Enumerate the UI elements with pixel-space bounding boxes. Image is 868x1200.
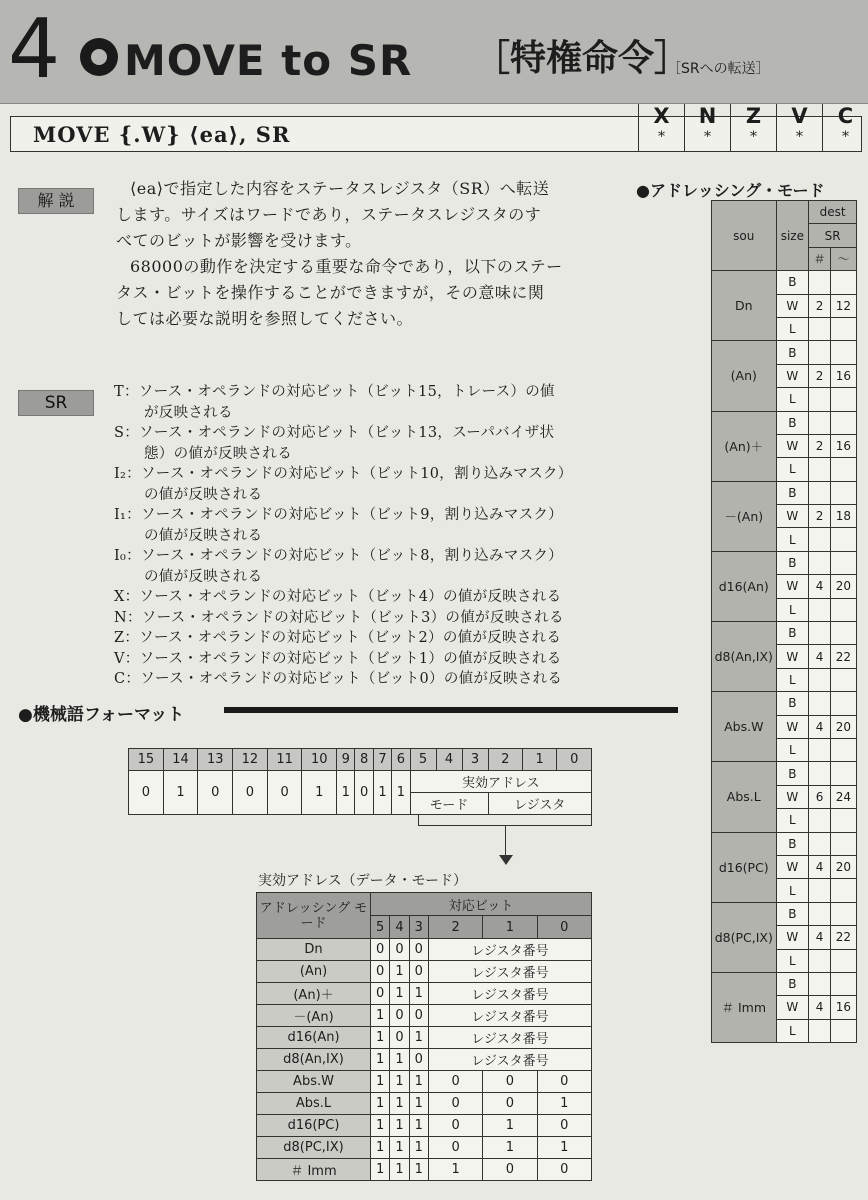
cycles-cell: 24 xyxy=(830,785,856,808)
size-cell: W xyxy=(776,996,809,1019)
bit-number: 15 xyxy=(129,749,164,771)
flag-c xyxy=(822,104,868,152)
empty-cell xyxy=(809,832,831,855)
sr-line: 態）の値が反映される xyxy=(144,445,292,462)
bit-number: 2 xyxy=(488,749,522,771)
size-cell: W xyxy=(776,294,809,317)
size-cell: B xyxy=(776,622,809,645)
ea-reg-bit: 0 xyxy=(537,1071,591,1093)
cycles-cell: 16 xyxy=(830,364,856,387)
ea-mode: ＃ Imm xyxy=(257,1159,371,1181)
size-cell: B xyxy=(776,341,809,364)
ea-mode: Abs.W xyxy=(257,1071,371,1093)
instruction-syntax: MOVE {.W} ⟨ea⟩, SR xyxy=(33,122,291,147)
ea-bracket xyxy=(418,814,592,826)
sr-header: SR xyxy=(809,224,857,247)
bit-number: 11 xyxy=(267,749,302,771)
empty-cell xyxy=(830,458,856,481)
ea-bit: 0 xyxy=(371,983,390,1005)
ea-mode: －(An) xyxy=(257,1005,371,1027)
bytes-cell: 4 xyxy=(809,926,831,949)
addressing-mode: ＃ Imm xyxy=(712,972,777,1042)
ea-row xyxy=(257,939,592,961)
cycles-cell: 20 xyxy=(830,855,856,878)
addressing-row xyxy=(712,271,857,294)
ea-head-mode: アドレッシング モード xyxy=(257,893,371,939)
addressing-title: ●アドレッシング・モード xyxy=(636,181,825,200)
ea-register: レジスタ番号 xyxy=(428,1027,591,1049)
ea-bit: 1 xyxy=(409,1159,428,1181)
flag-z xyxy=(730,104,776,152)
size-cell: W xyxy=(776,434,809,457)
explanation-label: 解 説 xyxy=(18,188,94,214)
flag-name: X xyxy=(653,104,670,128)
size-cell: B xyxy=(776,832,809,855)
machine-format-table xyxy=(128,748,592,815)
bit-number: 13 xyxy=(198,749,233,771)
empty-cell xyxy=(830,879,856,902)
ea-row xyxy=(257,1071,592,1093)
bytes-cell: 4 xyxy=(809,575,831,598)
ea-mode: d8(An,IX) xyxy=(257,1049,371,1071)
cycles-cell: 16 xyxy=(830,434,856,457)
empty-cell xyxy=(830,902,856,925)
size-cell: L xyxy=(776,388,809,411)
empty-cell xyxy=(830,809,856,832)
empty-cell xyxy=(809,317,831,340)
cycles-header: ～ xyxy=(830,247,856,270)
ea-bit: 0 xyxy=(409,961,428,983)
addressing-row xyxy=(712,481,857,504)
size-cell: L xyxy=(776,1019,809,1042)
ea-reg-bit: 0 xyxy=(483,1071,537,1093)
empty-cell xyxy=(809,902,831,925)
size-cell: B xyxy=(776,692,809,715)
empty-cell xyxy=(809,598,831,621)
empty-cell xyxy=(830,832,856,855)
empty-cell xyxy=(830,528,856,551)
addressing-mode: d16(PC) xyxy=(712,832,777,902)
bit-number: 0 xyxy=(557,749,592,771)
ea-head-bits: 対応ビット xyxy=(371,893,592,916)
size-cell: W xyxy=(776,645,809,668)
sr-line: の値が反映される xyxy=(144,527,263,544)
bytes-cell: 4 xyxy=(809,855,831,878)
ea-bit-col: 2 xyxy=(428,916,482,939)
cycles-cell: 20 xyxy=(830,715,856,738)
ea-bit: 1 xyxy=(371,1115,390,1137)
addressing-mode: (An)＋ xyxy=(712,411,777,481)
sr-line: N：ソース・オペランドの対応ビット（ビット3）の値が反映される xyxy=(114,609,564,626)
sr-line: X：ソース・オペランドの対応ビット（ビット4）の値が反映される xyxy=(114,589,562,605)
empty-cell xyxy=(809,481,831,504)
sr-bit-descriptions xyxy=(114,382,634,690)
ea-bit: 1 xyxy=(409,1071,428,1093)
addressing-mode: －(An) xyxy=(712,481,777,551)
ea-mode: d16(An) xyxy=(257,1027,371,1049)
size-cell: L xyxy=(776,809,809,832)
size-cell: B xyxy=(776,551,809,574)
addressing-row xyxy=(712,972,857,995)
empty-cell xyxy=(830,551,856,574)
bit-number: 5 xyxy=(410,749,436,771)
explanation-line: しては必要な説明を参照してください。 xyxy=(116,309,414,328)
empty-cell xyxy=(809,762,831,785)
empty-cell xyxy=(830,341,856,364)
bit-value: 1 xyxy=(392,771,410,815)
bytes-cell: 2 xyxy=(809,294,831,317)
ea-reg-bit: 1 xyxy=(537,1137,591,1159)
ea-row xyxy=(257,1049,592,1071)
size-cell: B xyxy=(776,902,809,925)
page-subtitle: ［SRへの転送］ xyxy=(667,61,770,77)
size-cell: L xyxy=(776,528,809,551)
ea-bit: 1 xyxy=(390,983,409,1005)
addressing-mode: (An) xyxy=(712,341,777,411)
size-cell: B xyxy=(776,481,809,504)
bit-value: 0 xyxy=(355,771,373,815)
bytes-cell: 6 xyxy=(809,785,831,808)
empty-cell xyxy=(809,271,831,294)
size-cell: L xyxy=(776,879,809,902)
bytes-cell: 4 xyxy=(809,645,831,668)
ea-bit: 0 xyxy=(371,961,390,983)
ea-bit: 1 xyxy=(409,983,428,1005)
size-cell: B xyxy=(776,271,809,294)
empty-cell xyxy=(809,879,831,902)
addressing-mode: Dn xyxy=(712,271,777,341)
sr-line: Z：ソース・オペランドの対応ビット（ビット2）の値が反映される xyxy=(114,630,562,646)
explanation-line: します。サイズはワードであり，ステータスレジスタのす xyxy=(116,205,542,224)
arrow-down-icon xyxy=(499,855,513,865)
empty-cell xyxy=(830,692,856,715)
addressing-row xyxy=(712,902,857,925)
section-rule xyxy=(224,707,678,713)
size-cell: L xyxy=(776,738,809,761)
empty-cell xyxy=(809,972,831,995)
empty-cell xyxy=(830,481,856,504)
size-cell: L xyxy=(776,317,809,340)
empty-cell xyxy=(809,692,831,715)
empty-cell xyxy=(830,411,856,434)
sr-line: V：ソース・オペランドの対応ビット（ビット1）の値が反映される xyxy=(114,650,562,667)
size-cell: L xyxy=(776,668,809,691)
bit-value: 0 xyxy=(198,771,233,815)
ea-reg-bit: 1 xyxy=(428,1159,482,1181)
size-cell: W xyxy=(776,785,809,808)
addressing-row xyxy=(712,622,857,645)
empty-cell xyxy=(809,551,831,574)
size-cell: L xyxy=(776,598,809,621)
flag-name: V xyxy=(791,104,808,128)
ea-reg-bit: 1 xyxy=(483,1137,537,1159)
empty-cell xyxy=(809,1019,831,1042)
ea-bit: 1 xyxy=(409,1093,428,1115)
flag-name: Z xyxy=(745,104,762,128)
addressing-mode: Abs.W xyxy=(712,692,777,762)
ea-row xyxy=(257,1137,592,1159)
cycles-cell: 12 xyxy=(830,294,856,317)
empty-cell xyxy=(830,622,856,645)
ea-bit: 0 xyxy=(409,1005,428,1027)
title-bar xyxy=(0,0,868,104)
ea-reg-bit: 0 xyxy=(483,1159,537,1181)
addressing-row xyxy=(712,411,857,434)
empty-cell xyxy=(830,762,856,785)
empty-cell xyxy=(830,388,856,411)
addressing-mode: d16(An) xyxy=(712,551,777,621)
bytes-cell: 4 xyxy=(809,715,831,738)
ea-bit: 0 xyxy=(390,1027,409,1049)
size-cell: W xyxy=(776,715,809,738)
ea-bit-col: 5 xyxy=(371,916,390,939)
size-cell: W xyxy=(776,505,809,528)
ea-row xyxy=(257,1027,592,1049)
cycles-cell: 18 xyxy=(830,505,856,528)
cycles-cell: 22 xyxy=(830,645,856,668)
ea-bit: 1 xyxy=(390,1137,409,1159)
ea-bit: 1 xyxy=(390,961,409,983)
empty-cell xyxy=(830,317,856,340)
bit-value: 1 xyxy=(302,771,337,815)
ea-row xyxy=(257,1005,592,1027)
privileged-label: ［特権命令］ xyxy=(474,38,691,79)
ea-bit: 0 xyxy=(409,1049,428,1071)
ea-bit: 1 xyxy=(371,1005,390,1027)
ea-mode: Abs.L xyxy=(257,1093,371,1115)
explanation-line: 68000の動作を決定する重要な命令であり，以下のステー xyxy=(130,257,563,276)
ea-bit: 1 xyxy=(390,1049,409,1071)
empty-cell xyxy=(830,1019,856,1042)
empty-cell xyxy=(830,972,856,995)
ea-register: レジスタ番号 xyxy=(428,1049,591,1071)
bit-number: 4 xyxy=(436,749,462,771)
bytes-cell: 2 xyxy=(809,505,831,528)
ea-register: レジスタ番号 xyxy=(428,983,591,1005)
sou-header: sou xyxy=(712,201,777,271)
bit-value: 0 xyxy=(267,771,302,815)
empty-cell xyxy=(809,668,831,691)
bit-number: 12 xyxy=(233,749,268,771)
ea-field: 実効アドレス xyxy=(410,771,592,793)
sr-line: I₀：ソース・オペランドの対応ビット（ビット8，割り込みマスク） xyxy=(114,548,563,564)
ea-bit: 1 xyxy=(409,1137,428,1159)
ea-reg-bit: 0 xyxy=(428,1115,482,1137)
arrow-line xyxy=(505,826,506,856)
flag-value: * xyxy=(704,129,711,145)
ea-register: レジスタ番号 xyxy=(428,961,591,983)
bit-number: 14 xyxy=(163,749,198,771)
empty-cell xyxy=(809,341,831,364)
ea-bit: 1 xyxy=(409,1115,428,1137)
ea-bit-col: 4 xyxy=(390,916,409,939)
size-cell: W xyxy=(776,855,809,878)
bullet-icon xyxy=(80,38,118,76)
empty-cell xyxy=(809,528,831,551)
flag-name: N xyxy=(698,104,717,128)
ea-reg-bit: 0 xyxy=(428,1137,482,1159)
ea-mode: Dn xyxy=(257,939,371,961)
empty-cell xyxy=(809,388,831,411)
addressing-mode: d8(PC,IX) xyxy=(712,902,777,972)
ea-reg-bit: 0 xyxy=(428,1093,482,1115)
bit-value: 0 xyxy=(233,771,268,815)
addressing-row xyxy=(712,692,857,715)
ea-reg-bit: 0 xyxy=(428,1071,482,1093)
sr-line: I₂：ソース・オペランドの対応ビット（ビット10，割り込みマスク） xyxy=(114,466,573,482)
chapter-number: 4 xyxy=(8,2,61,97)
ea-register: レジスタ番号 xyxy=(428,939,591,961)
bit-number: 7 xyxy=(373,749,391,771)
bit-value: 1 xyxy=(337,771,355,815)
size-cell: B xyxy=(776,972,809,995)
empty-cell xyxy=(830,949,856,972)
ea-bit: 1 xyxy=(371,1049,390,1071)
size-cell: L xyxy=(776,949,809,972)
ea-bit-col: 1 xyxy=(483,916,537,939)
empty-cell xyxy=(809,949,831,972)
sr-line: が反映される xyxy=(144,404,233,421)
size-cell: W xyxy=(776,926,809,949)
explanation-text xyxy=(116,176,616,332)
ea-bit: 1 xyxy=(390,1071,409,1093)
ea-bit: 1 xyxy=(371,1071,390,1093)
ea-bit: 0 xyxy=(390,939,409,961)
ea-bit: 1 xyxy=(390,1115,409,1137)
ea-reg-bit: 0 xyxy=(483,1093,537,1115)
bit-number: 6 xyxy=(392,749,410,771)
explanation-line: べてのビットが影響を受けます。 xyxy=(116,231,362,250)
flag-x xyxy=(638,104,684,152)
addressing-row xyxy=(712,551,857,574)
ea-row xyxy=(257,961,592,983)
ea-bit: 0 xyxy=(390,1005,409,1027)
cycles-cell: 22 xyxy=(830,926,856,949)
empty-cell xyxy=(830,738,856,761)
flag-v xyxy=(776,104,822,152)
machine-format-title: ●機械語フォーマット xyxy=(18,705,185,725)
bit-value: 1 xyxy=(373,771,391,815)
ea-mode: d8(PC,IX) xyxy=(257,1137,371,1159)
empty-cell xyxy=(830,598,856,621)
ea-bit: 1 xyxy=(390,1159,409,1181)
register-field: レジスタ xyxy=(488,793,591,815)
ea-bit: 1 xyxy=(390,1093,409,1115)
empty-cell xyxy=(809,411,831,434)
sr-line: S：ソース・オペランドの対応ビット（ビット13，スーパバイザ状 xyxy=(114,425,555,441)
empty-cell xyxy=(809,809,831,832)
sr-label: SR xyxy=(18,390,94,416)
addressing-row xyxy=(712,832,857,855)
ea-reg-bit: 1 xyxy=(537,1093,591,1115)
size-cell: L xyxy=(776,458,809,481)
size-header: size xyxy=(776,201,809,271)
explanation-line: ⟨ea⟩で指定した内容をステータスレジスタ（SR）へ転送 xyxy=(130,179,550,198)
ea-bit: 1 xyxy=(371,1159,390,1181)
ea-mode: (An)＋ xyxy=(257,983,371,1005)
ea-register: レジスタ番号 xyxy=(428,1005,591,1027)
bit-value: 0 xyxy=(129,771,164,815)
bit-number: 3 xyxy=(462,749,488,771)
size-cell: W xyxy=(776,575,809,598)
ea-reg-bit: 1 xyxy=(483,1115,537,1137)
empty-cell xyxy=(809,738,831,761)
addressing-mode: Abs.L xyxy=(712,762,777,832)
bit-value: 1 xyxy=(163,771,198,815)
flag-value: * xyxy=(842,129,849,145)
bytes-cell: 4 xyxy=(809,996,831,1019)
addressing-mode-table xyxy=(711,200,857,1043)
ea-mode: (An) xyxy=(257,961,371,983)
ea-bit: 0 xyxy=(371,939,390,961)
size-cell: B xyxy=(776,762,809,785)
flag-value: * xyxy=(750,129,757,145)
sr-line: C：ソース・オペランドの対応ビット（ビット0）の値が反映される xyxy=(114,671,563,687)
ea-mode: d16(PC) xyxy=(257,1115,371,1137)
ea-bit: 1 xyxy=(409,1027,428,1049)
page-title: MOVE to SR xyxy=(124,36,413,85)
ea-bit: 1 xyxy=(371,1137,390,1159)
sr-line: T：ソース・オペランドの対応ビット（ビット15，トレース）の値 xyxy=(114,384,555,400)
ea-table-caption: 実効アドレス（データ・モード） xyxy=(258,873,468,889)
empty-cell xyxy=(809,622,831,645)
ea-reg-bit: 0 xyxy=(537,1159,591,1181)
cycles-cell: 20 xyxy=(830,575,856,598)
ea-reg-bit: 0 xyxy=(537,1115,591,1137)
ea-row xyxy=(257,1115,592,1137)
flag-name: C xyxy=(837,104,854,128)
cycles-cell: 16 xyxy=(830,996,856,1019)
ea-bit-col: 0 xyxy=(537,916,591,939)
empty-cell xyxy=(830,668,856,691)
addressing-row xyxy=(712,341,857,364)
sr-line: の値が反映される xyxy=(144,568,263,585)
addressing-mode: d8(An,IX) xyxy=(712,622,777,692)
dest-header: dest xyxy=(809,201,857,224)
size-cell: W xyxy=(776,364,809,387)
bytes-header: ＃ xyxy=(809,247,831,270)
flag-value: * xyxy=(658,129,665,145)
bit-number: 8 xyxy=(355,749,373,771)
bytes-cell: 2 xyxy=(809,364,831,387)
bit-number: 10 xyxy=(302,749,337,771)
mode-field: モード xyxy=(410,793,488,815)
ea-bit: 1 xyxy=(371,1093,390,1115)
flag-value: * xyxy=(796,129,803,145)
ea-row xyxy=(257,983,592,1005)
explanation-line: タス・ビットを操作することができますが，その意味に関 xyxy=(116,283,545,302)
ea-bit: 1 xyxy=(371,1027,390,1049)
flag-n xyxy=(684,104,730,152)
bytes-cell: 2 xyxy=(809,434,831,457)
effective-address-table xyxy=(256,892,592,1181)
size-cell: B xyxy=(776,411,809,434)
bit-number: 1 xyxy=(522,749,556,771)
sr-line: I₁：ソース・オペランドの対応ビット（ビット9，割り込みマスク） xyxy=(114,507,563,523)
ea-row xyxy=(257,1093,592,1115)
ea-bit: 0 xyxy=(409,939,428,961)
addressing-row xyxy=(712,762,857,785)
ea-row xyxy=(257,1159,592,1181)
ea-bit-col: 3 xyxy=(409,916,428,939)
bit-number: 9 xyxy=(337,749,355,771)
sr-line: の値が反映される xyxy=(144,486,263,503)
empty-cell xyxy=(809,458,831,481)
empty-cell xyxy=(830,271,856,294)
